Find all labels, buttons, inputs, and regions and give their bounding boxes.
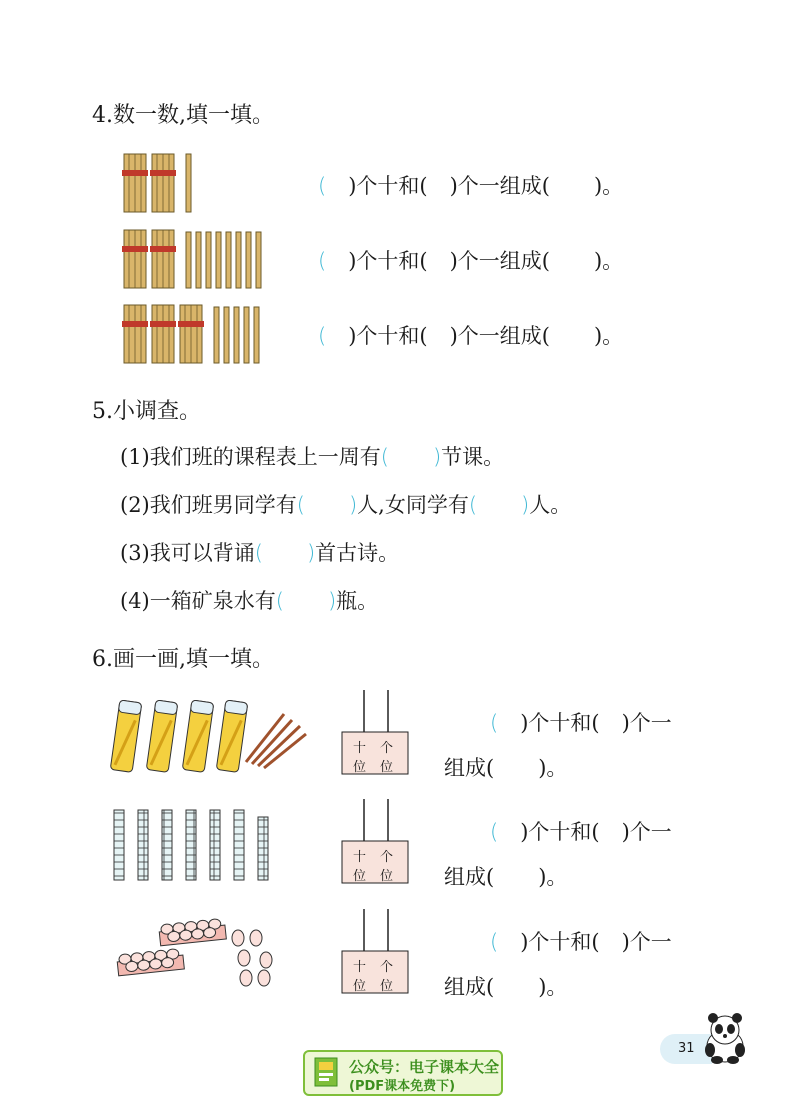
stick-bundles-image-1: [124, 152, 204, 214]
stick-bundle: [122, 154, 148, 212]
q5-item-3: (3)我可以背诵( )首古诗。: [120, 541, 400, 565]
q6-row1-line2: 组成( )。: [444, 756, 568, 780]
footer-line-2: (PDF课本免费下): [349, 1079, 456, 1094]
egg-cartons-image: [114, 916, 284, 988]
stick-bundles-image-3: [124, 303, 264, 365]
abacus-2: [340, 797, 410, 885]
abacus-3: [340, 907, 410, 995]
single-stick: [186, 154, 191, 212]
q5-item-2: (2)我们班男同学有( )人,女同学有( )人。: [120, 493, 572, 517]
abacus-3-tens-label: 十 位: [353, 960, 367, 994]
stick-bundles-image-2: [124, 228, 274, 290]
q6-row3-line2: 组成( )。: [444, 975, 568, 999]
q6-row2-line1: ( )个十和( )个一: [490, 820, 672, 844]
q5-item-4: (4)一箱矿泉水有( )瓶。: [120, 589, 379, 613]
q4-row3: ( )个十和( )个一组成( )。: [318, 324, 624, 348]
q4-title: 4.数一数,填一填。: [92, 103, 274, 128]
abacus-2-ones-label: 个 位: [380, 850, 394, 884]
abacus-3-ones-label: 个 位: [380, 960, 394, 994]
q5-item-1: (1)我们班的课程表上一周有( )节课。: [120, 445, 505, 469]
panda-icon: [700, 1012, 750, 1064]
book-icon: [313, 1056, 341, 1088]
page-number: 31: [660, 1034, 712, 1064]
abacus-1-ones-label: 个 位: [380, 741, 394, 775]
abacus-1: [340, 688, 410, 776]
q4-row2: ( )个十和( )个一组成( )。: [318, 249, 624, 273]
q6-row1-line1: ( )个十和( )个一: [490, 711, 672, 735]
abacus-2-tens-label: 十 位: [353, 850, 367, 884]
base-ten-rods-image: [114, 806, 274, 886]
q6-row2-line2: 组成( )。: [444, 865, 568, 889]
q5-title: 5.小调查。: [92, 399, 201, 424]
pencil-boxes-image: [116, 690, 312, 775]
footer-watermark: [303, 1050, 503, 1096]
footer-line-1: 公众号：电子课本大全: [349, 1058, 500, 1076]
stick-bundle: [150, 154, 176, 212]
q6-title: 6.画一画,填一填。: [92, 647, 274, 672]
abacus-1-tens-label: 十 位: [353, 741, 367, 775]
q6-row3-line1: ( )个十和( )个一: [490, 930, 672, 954]
q4-row1: ( )个十和( )个一组成( )。: [318, 174, 624, 198]
